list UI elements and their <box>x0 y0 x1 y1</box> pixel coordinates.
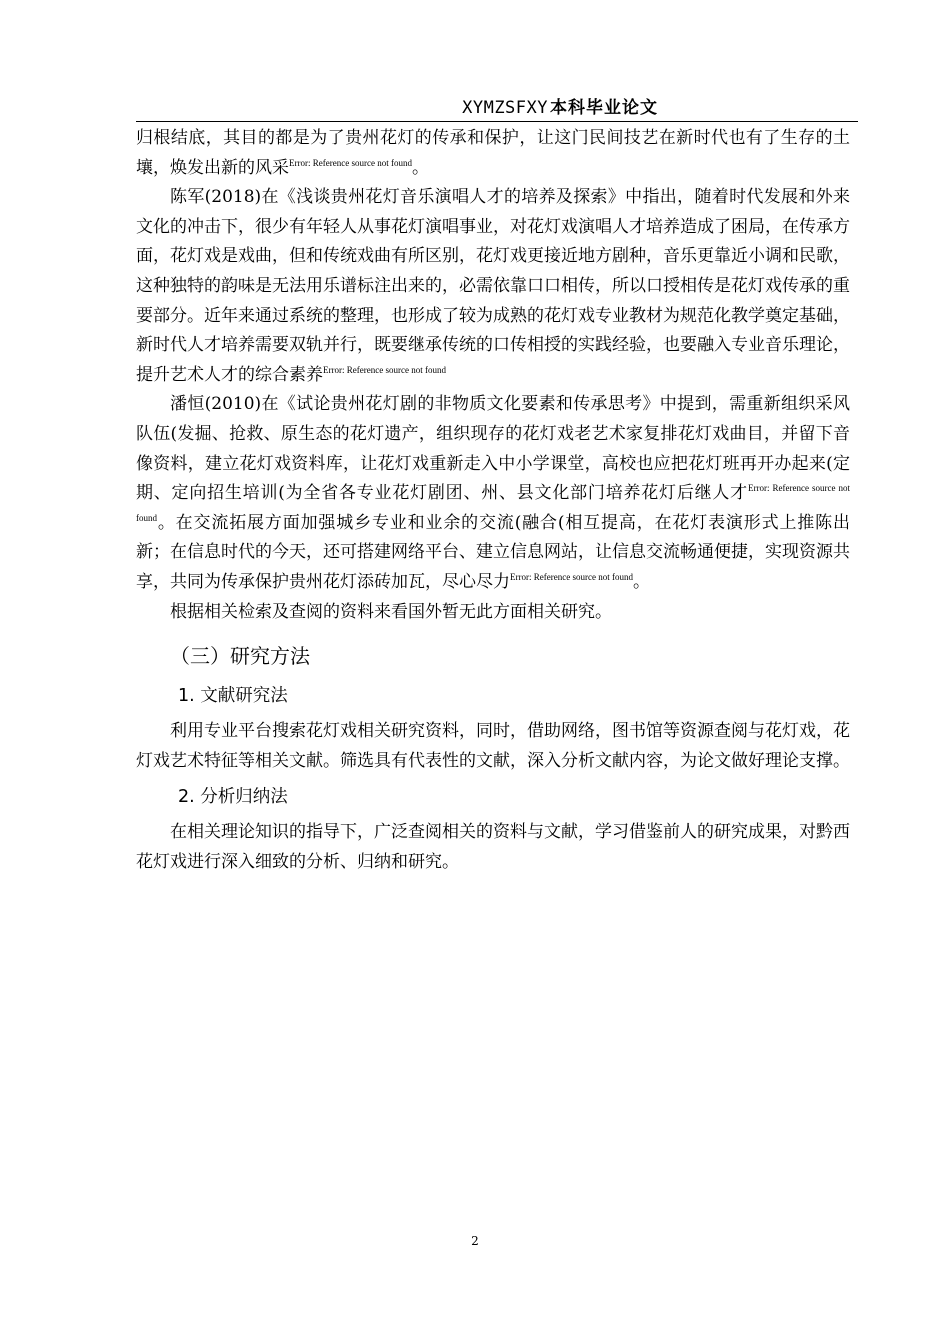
paragraph-4: 根据相关检索及查阅的资料来看国外暂无此方面相关研究。 <box>170 601 612 622</box>
document-body <box>136 124 850 877</box>
paragraph-6: 在相关理论知识的指导下，广泛查阅相关的资料与文献，学习借鉴前人的研究成果，对黔西花灯戏进行深入细致的分析、归纳和研究。 <box>136 822 850 872</box>
reference-error: Error: Reference source not found <box>289 157 412 168</box>
header-code: XYMZSFXY <box>462 98 548 118</box>
page-number: 2 <box>471 1234 479 1248</box>
reference-error: Error: Reference source not found <box>136 483 850 523</box>
page-header <box>136 93 858 122</box>
paragraph-3 <box>136 390 850 597</box>
paragraph-1-text: 归根结底，其目的都是为了贵州花灯的传承和保护，让这门民间技艺在新时代也有了生存的土壤，焕发出新的风采 <box>136 128 850 178</box>
paragraph-1 <box>136 124 850 183</box>
reference-error: Error: Reference source not found <box>323 364 446 375</box>
subsection-heading-1: 1. 文献研究法 <box>178 686 288 707</box>
paragraph-3-end: 。 <box>632 571 650 592</box>
subsection-heading-2: 2. 分析归纳法 <box>178 787 288 808</box>
paragraph-3-text-b: 。在交流拓展方面加强城乡专业和业余的交流(融合(相互提高，在花灯表演形式上推陈出新；在信息时代的今天，还可搭建网络平台、建立信息网站，让信息交流畅通便捷，实现资源共享，共同为传承保护贵州花灯添砖加瓦，尽心尽力 <box>136 512 850 592</box>
header-title: 本科毕业论文 <box>550 98 658 118</box>
section-heading: （三）研究方法 <box>170 644 310 669</box>
paragraph-1-end: 。 <box>411 157 429 178</box>
paragraph-5: 利用专业平台搜索花灯戏相关研究资料，同时，借助网络，图书馆等资源查阅与花灯戏，花灯戏艺术特征等相关文献。筛选具有代表性的文献，深入分析文献内容，为论文做好理论支撑。 <box>136 721 850 771</box>
paragraph-3-text-a: 潘恒(2010)在《试论贵州花灯剧的非物质文化要素和传承思考》中提到，需重新组织采风队伍(发掘、抢救、原生态的花灯遗产，组织现存的花灯戏老艺术家复排花灯戏曲目，并留下音像资料，建立花灯戏资料库，让花灯戏重新走入中小学课堂，高校也应把花灯班再开办起来(定期、定向招生培训(为全省各专业花灯剧团、州、县文化部门培养花灯后继人才 <box>136 394 850 504</box>
reference-error: Error: Reference source not found <box>510 571 633 582</box>
paragraph-2-text: 陈军(2018)在《浅谈贵州花灯音乐演唱人才的培养及探索》中指出，随着时代发展和外来文化的冲击下，很少有年轻人从事花灯演唱事业，对花灯戏演唱人才培养造成了困局，在传承方面，花灯戏是戏曲，但和传统戏曲有所区别，花灯戏更接近地方剧种，音乐更靠近小调和民歌，这种独特的韵味是无法用乐谱标注出来的，必需依靠口口相传，所以口授相传是花灯戏传承的重要部分。近年来通过系统的整理，也形成了较为成熟的花灯戏专业教材为规范化教学奠定基础，新时代人才培养需要双轨并行，既要继承传统的口传相授的实践经验，也要融入专业音乐理论，提升艺术人才的综合素养 <box>136 187 850 385</box>
header-text <box>462 93 658 118</box>
paragraph-2 <box>136 183 850 390</box>
